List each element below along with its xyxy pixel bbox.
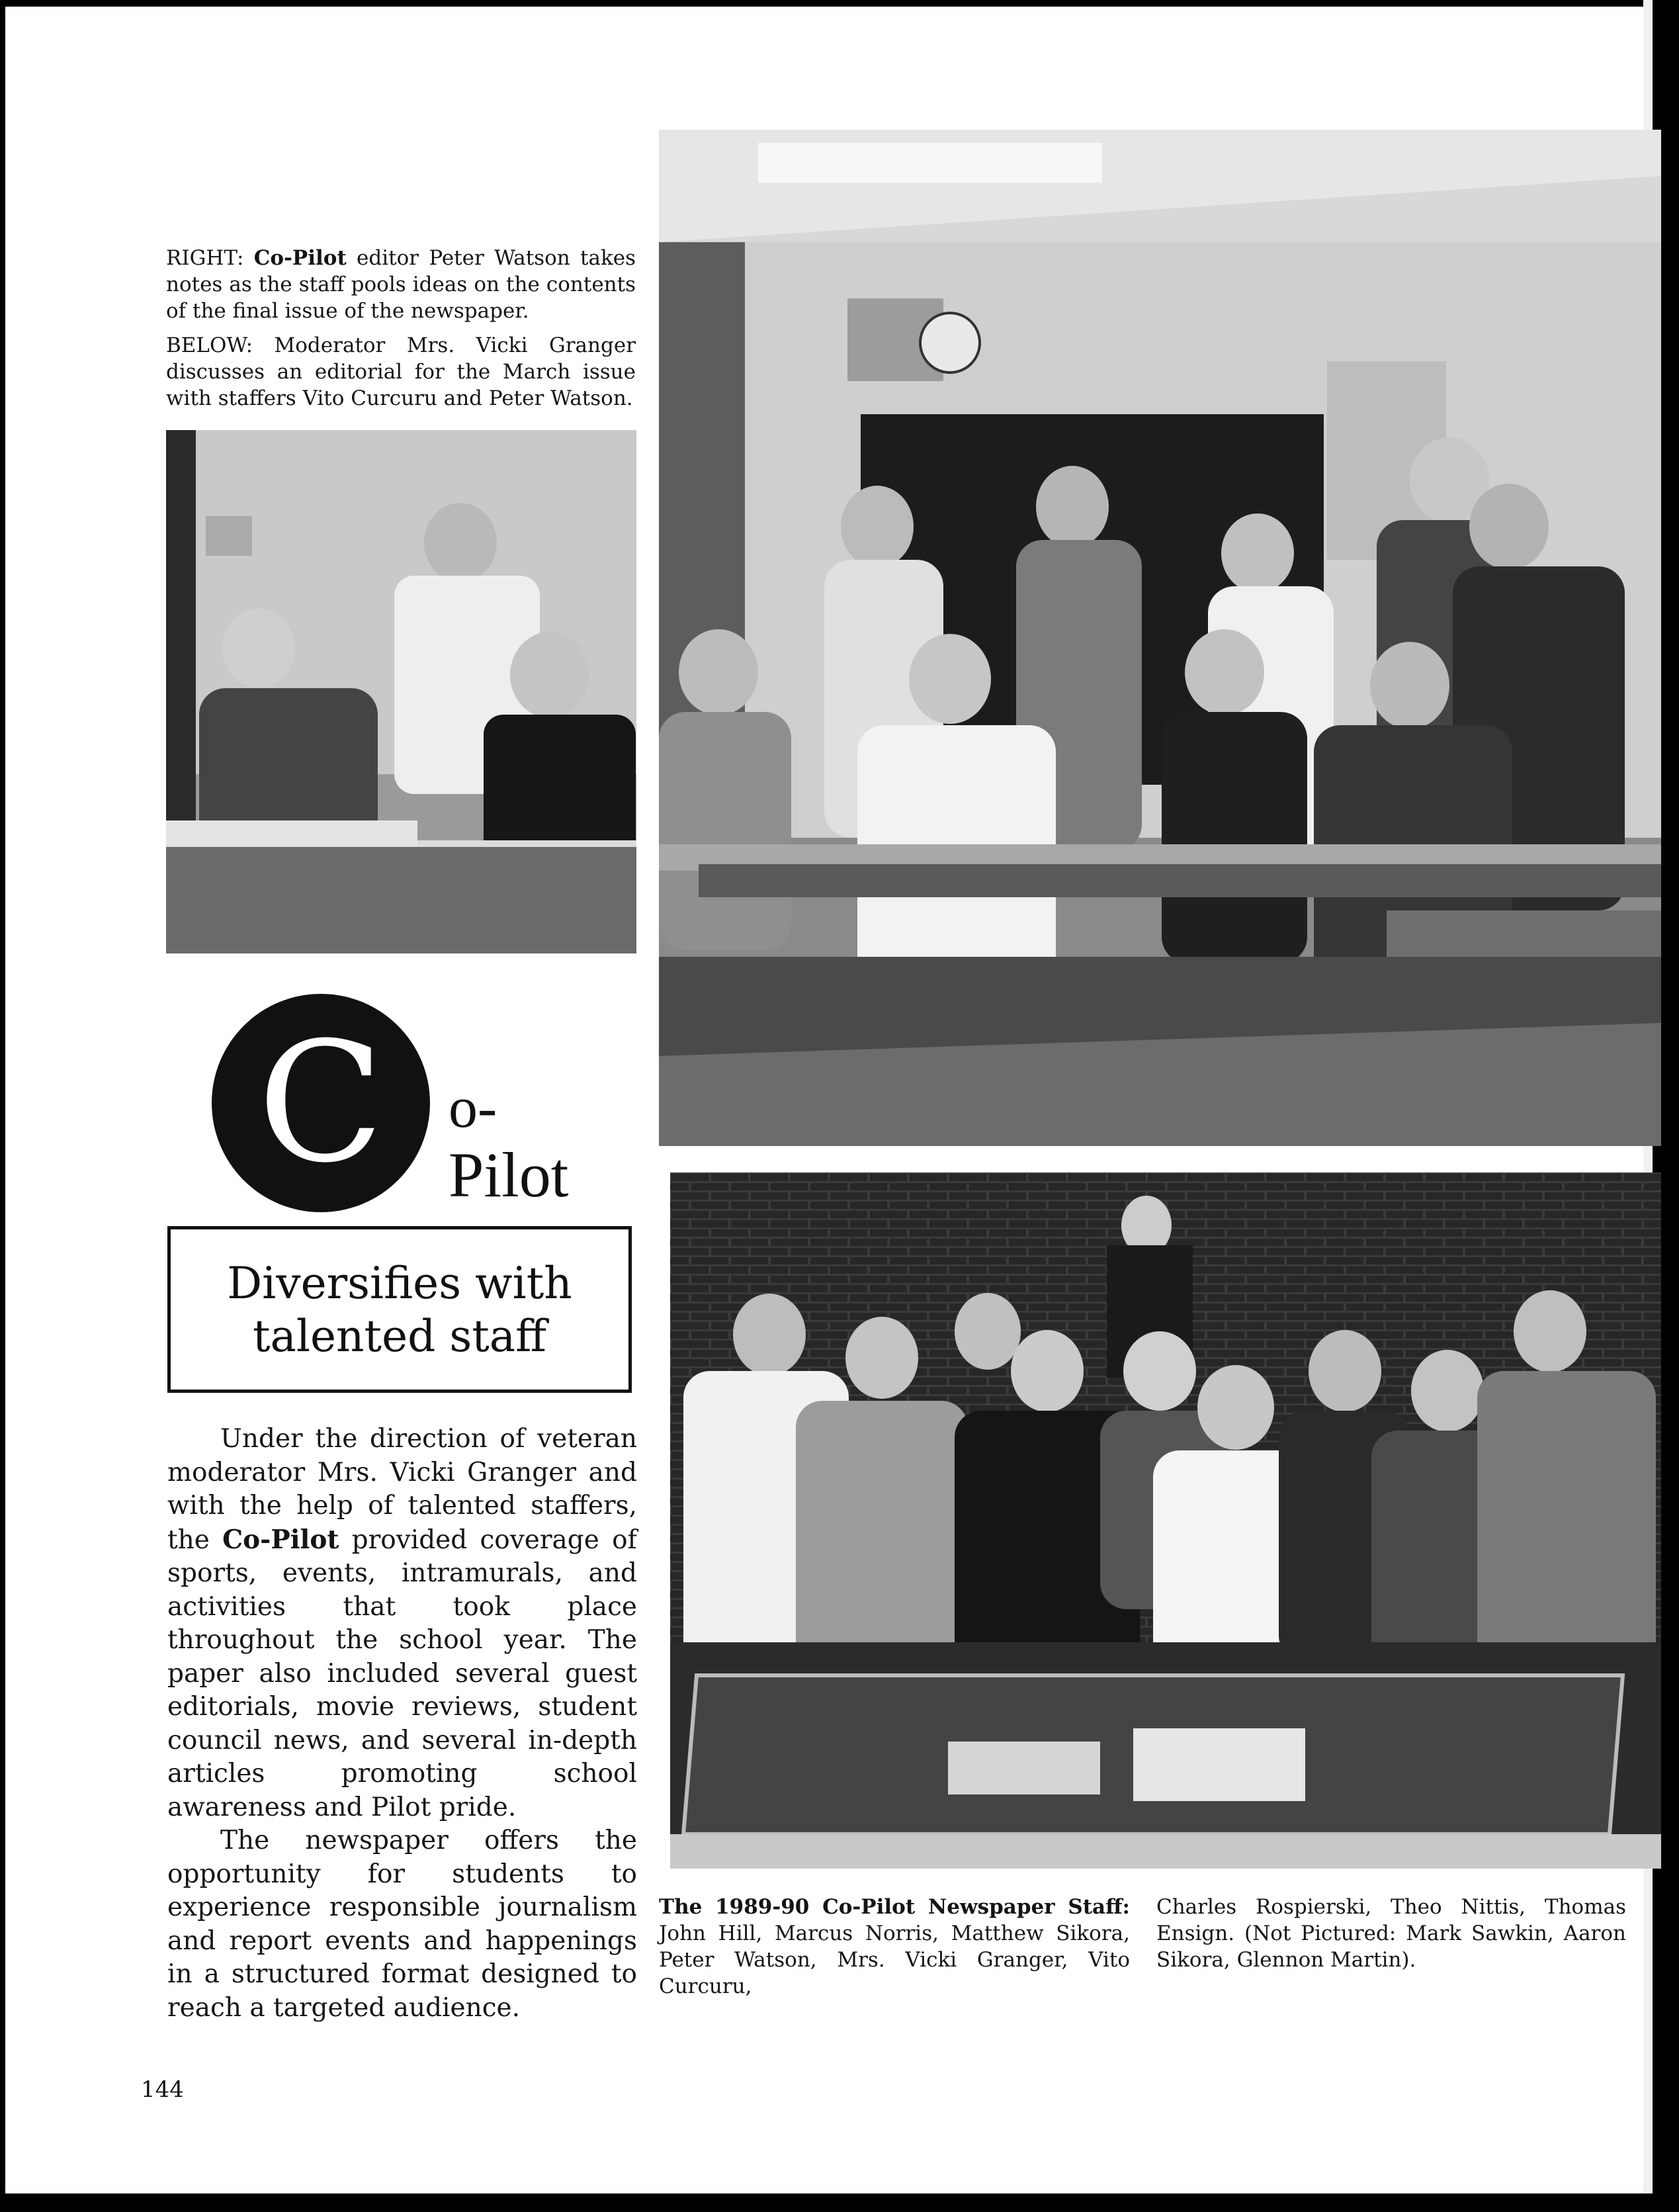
staff-caption-col-2: Charles Rospierski, Theo Nittis, Thomas Ensign. (Not Pictured: Mark Sawkin, Aaron Sikora, Glennon Martin). [1156,1895,1626,1972]
page-number: 144 [141,2076,184,2103]
scan-border-left [0,0,5,2212]
scan-border-top [0,0,1679,7]
body-text [167,1423,637,2025]
staff-caption-col-1: The 1989-90 Co-Pilot Newspaper Staff: John Hill, Marcus Norris, Matthew Sikora, Peter Watson, Mrs. Vicki Granger, Vito Curcuru, [659,1895,1130,1998]
caption-right-photo: RIGHT: Co-Pilot editor Peter Watson takes notes as the staff pools ideas on the contents of the final issue of the newspaper. [166,246,636,323]
subtitle-line-1: Diversifies with [227,1258,572,1309]
body-paragraph-1: Under the direction of veteran moderator Mrs. Vicki Granger and with the help of talented staffers, the Co-Pilot provided coverage of sports, events, intramurals, and activities that took place throughout the school year. The paper also included several guest editorials, movie reviews, student council news, and several in-depth articles promoting school awareness and Pilot pride. [167,1424,637,1822]
photo-newspaper-staff-group [670,1172,1661,1869]
drop-cap-c: C [212,994,430,1212]
title-line-2: Pilot [449,1139,569,1210]
photo-moderator-discussion [166,430,636,953]
subtitle-line-2: talented staff [253,1311,546,1362]
title-line-1: o- [449,1076,497,1140]
subtitle-box [167,1226,632,1393]
photo-staff-planning-meeting [659,130,1661,1146]
scan-border-bottom [0,2193,1679,2212]
caption-below-photo: BELOW: Moderator Mrs. Vicki Granger discusses an editorial for the March issue with staffers Vito Curcuru and Peter Watson. [166,333,636,410]
body-paragraph-2: The newspaper offers the opportunity for students to experience responsible journalism and report events and happenings in a structured format designed to reach a targeted audience. [167,1826,637,2023]
